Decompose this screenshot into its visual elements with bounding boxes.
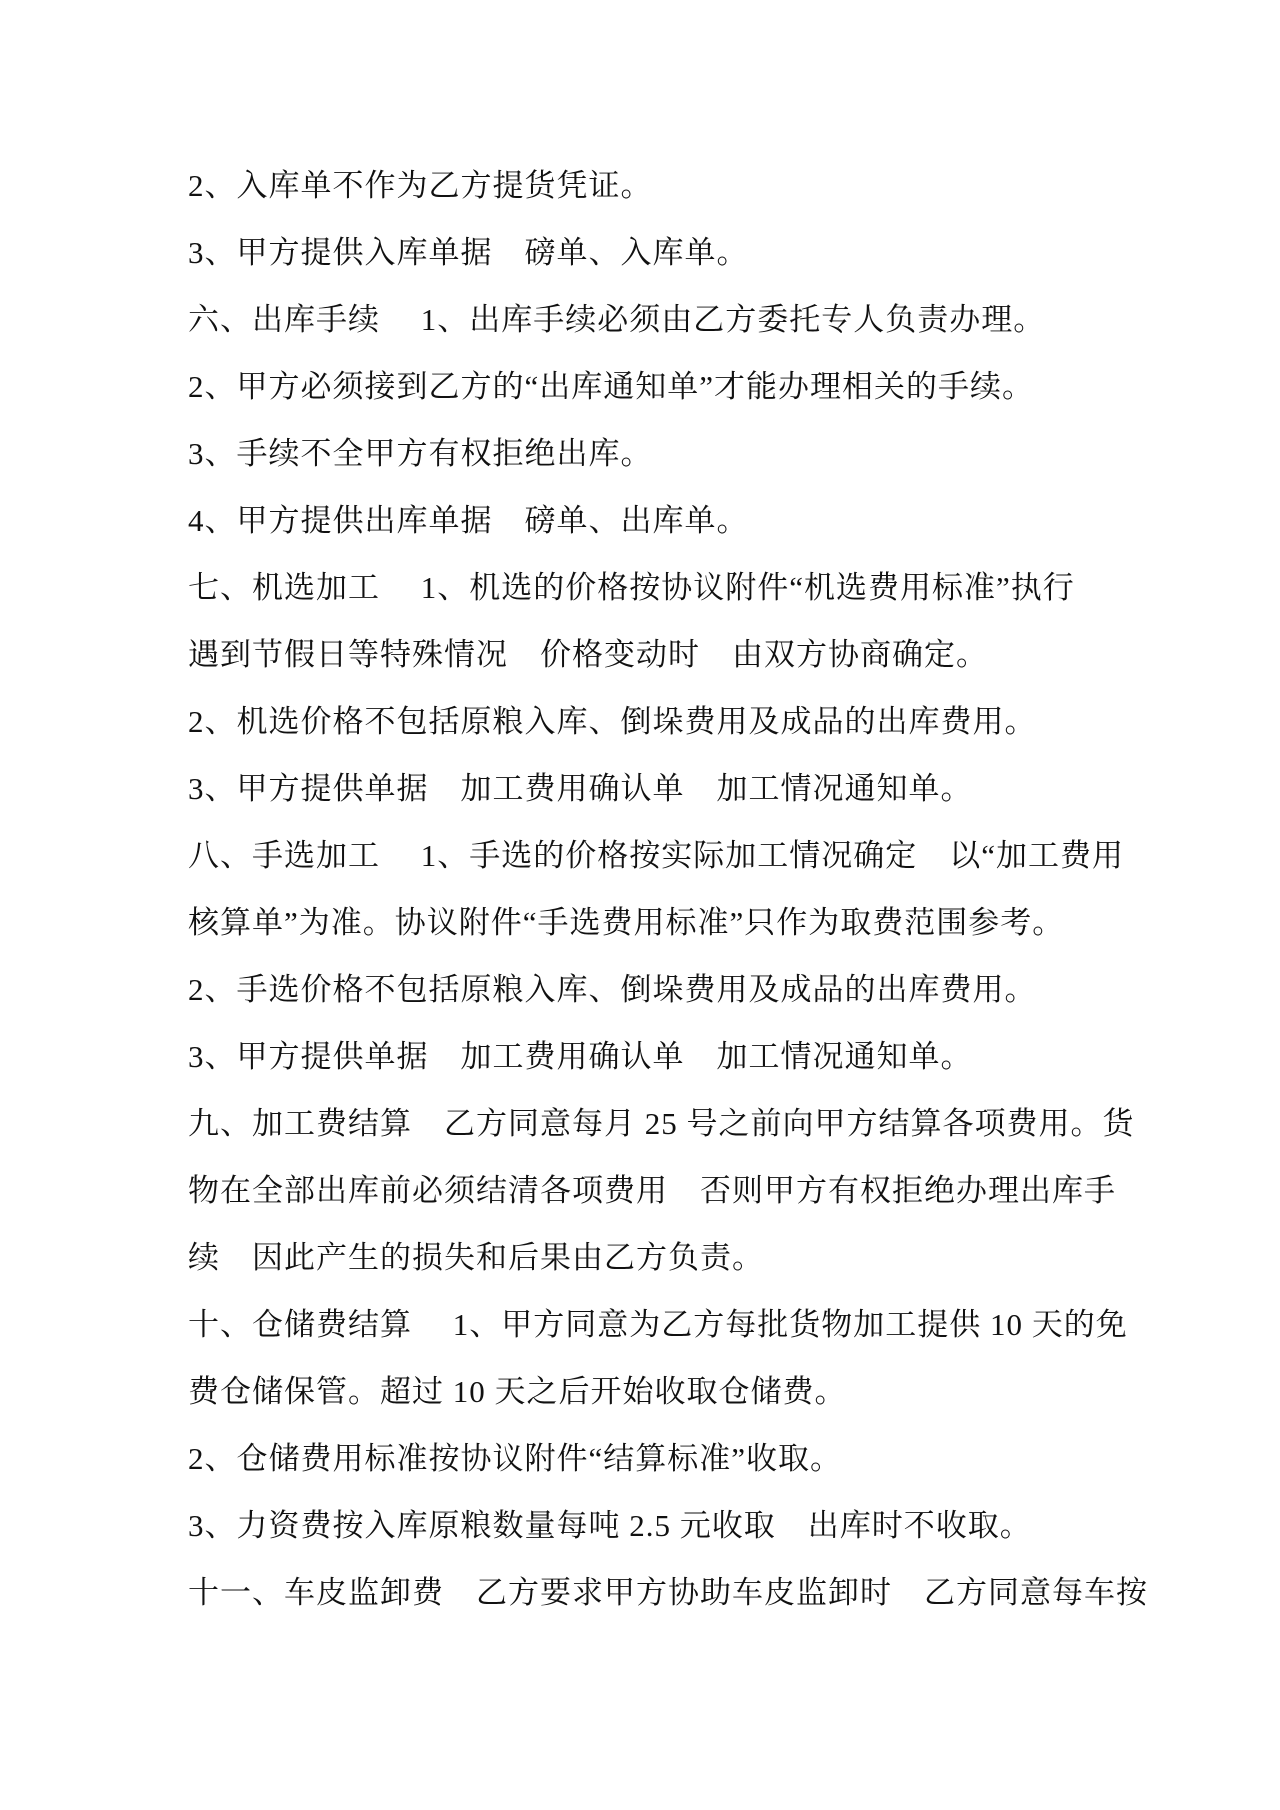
text-line: 2、机选价格不包括原粮入库、倒垛费用及成品的出库费用。 — [188, 704, 1037, 739]
text-line: 2、手选价格不包括原粮入库、倒垛费用及成品的出库费用。 — [188, 972, 1037, 1007]
text-line: 十一、车皮监卸费 乙方要求甲方协助车皮监卸时 乙方同意每车按 — [188, 1575, 1148, 1610]
document-body — [188, 152, 1148, 1626]
text-line: 2、入库单不作为乙方提货凭证。 — [188, 168, 653, 203]
text-line: 九、加工费结算 乙方同意每月 25 号之前向甲方结算各项费用。货 — [188, 1106, 1135, 1141]
text-line: 遇到节假日等特殊情况 价格变动时 由双方协商确定。 — [188, 637, 988, 672]
text-line: 核算单”为准。协议附件“手选费用标准”只作为取费范围参考。 — [188, 905, 1065, 940]
text-line: 十、仓储费结算 1、甲方同意为乙方每批货物加工提供 10 天的免 — [188, 1307, 1128, 1342]
text-line: 八、手选加工 1、手选的价格按实际加工情况确定 以“加工费用 — [188, 838, 1125, 873]
text-line: 3、甲方提供单据 加工费用确认单 加工情况通知单。 — [188, 771, 973, 806]
text-line: 3、甲方提供入库单据 磅单、入库单。 — [188, 235, 749, 270]
text-line: 3、力资费按入库原粮数量每吨 2.5 元收取 出库时不收取。 — [188, 1508, 1032, 1543]
text-line: 费仓储保管。超过 10 天之后开始收取仓储费。 — [188, 1374, 847, 1409]
text-line: 3、手续不全甲方有权拒绝出库。 — [188, 436, 653, 471]
text-line: 2、甲方必须接到乙方的“出库通知单”才能办理相关的手续。 — [188, 369, 1035, 404]
text-line: 物在全部出库前必须结清各项费用 否则甲方有权拒绝办理出库手 — [188, 1173, 1116, 1208]
text-line: 七、机选加工 1、机选的价格按协议附件“机选费用标准”执行 — [188, 570, 1075, 605]
text-line: 六、出库手续 1、出库手续必须由乙方委托专人负责办理。 — [188, 302, 1046, 337]
text-line: 2、仓储费用标准按协议附件“结算标准”收取。 — [188, 1441, 843, 1476]
text-line: 4、甲方提供出库单据 磅单、出库单。 — [188, 503, 749, 538]
text-line: 续 因此产生的损失和后果由乙方负责。 — [188, 1240, 764, 1275]
text-line: 3、甲方提供单据 加工费用确认单 加工情况通知单。 — [188, 1039, 973, 1074]
